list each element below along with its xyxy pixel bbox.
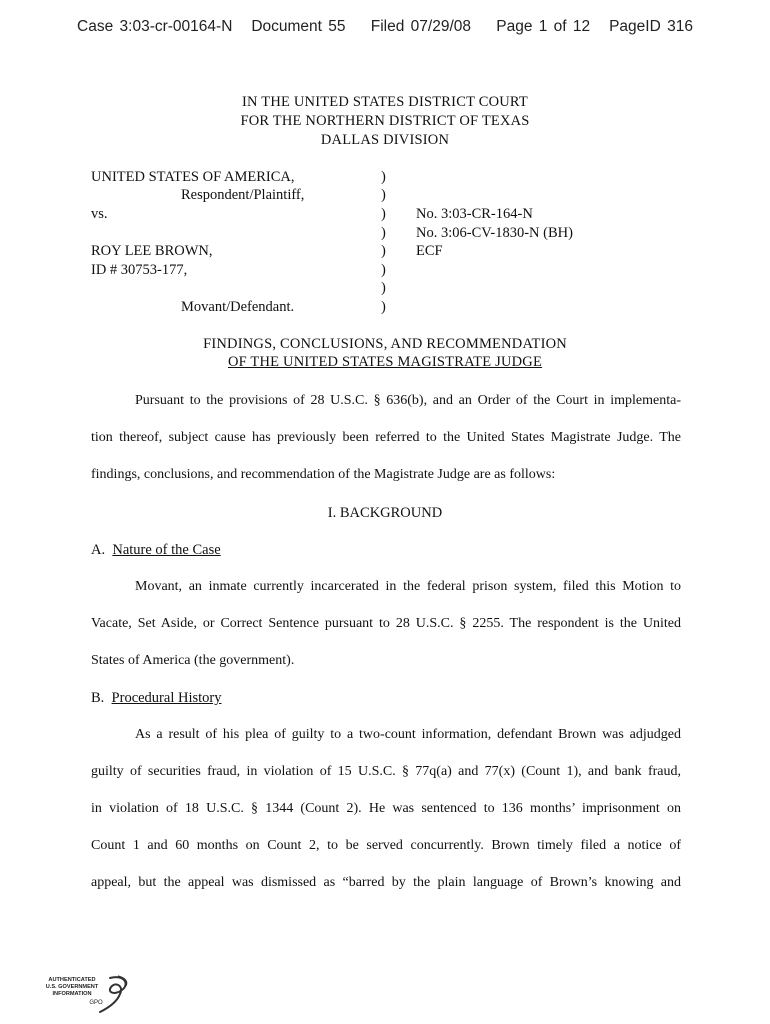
case-number-criminal: No. 3:03-CR-164-N [416, 206, 533, 222]
seal-text: AUTHENTICATED [48, 977, 96, 983]
procedural-line: in violation of 18 U.S.C. § 1344 (Count 2). He was sentenced to 136 months’ imprisonment on [91, 801, 681, 816]
caption-paren: ) [381, 206, 386, 222]
caption-paren: ) [381, 262, 386, 278]
nature-line: Vacate, Set Aside, or Correct Sentence pursuant to 28 U.S.C. § 2255. The respondent is the United [91, 616, 681, 631]
intro-line: findings, conclusions, and recommendation of the Magistrate Judge are as follows: [91, 467, 556, 482]
ecf-label: ECF [416, 243, 443, 259]
subsection-title: Nature of the Case [112, 542, 221, 558]
court-division: DALLAS DIVISION [320, 132, 450, 148]
subsection-heading-procedural [91, 690, 221, 707]
header-filed-date: Filed 07/29/08 [370, 18, 471, 35]
subsection-title: Procedural History [111, 690, 222, 706]
gpo-seal-icon [40, 972, 132, 1016]
subsection-letter: B. [91, 690, 105, 706]
caption-plaintiff-role: Respondent/Plaintiff, [181, 187, 305, 203]
caption-defendant-id: ID # 30753-177, [91, 262, 188, 278]
header-pageid: PageID 316 [609, 18, 693, 35]
intro-line: Pursuant to the provisions of 28 U.S.C. § 636(b), and an Order of the Court in implementa- [135, 393, 681, 408]
header-case-number: Case 3:03-cr-00164-N [77, 18, 233, 35]
caption-defendant: ROY LEE BROWN, [91, 243, 213, 259]
nature-line: Movant, an inmate currently incarcerated in the federal prison system, filed this Motion to [135, 579, 681, 594]
caption-paren: ) [381, 225, 386, 241]
seal-text: GPO [89, 1000, 103, 1006]
seal-text: U.S. GOVERNMENT [45, 984, 99, 990]
caption-paren: ) [381, 169, 386, 185]
caption-defendant-role: Movant/Defendant. [181, 299, 295, 315]
caption-vs: vs. [91, 206, 108, 222]
court-name: IN THE UNITED STATES DISTRICT COURT [242, 94, 528, 110]
procedural-line: appeal, but the appeal was dismissed as “barred by the plain language of Brown’s knowing and [91, 875, 681, 890]
subsection-letter: A. [91, 542, 106, 558]
subsection-heading-nature [91, 542, 221, 559]
caption-paren: ) [381, 187, 386, 203]
document-header [0, 18, 770, 36]
document-title: FINDINGS, CONCLUSIONS, AND RECOMMENDATION [203, 336, 567, 352]
caption-paren: ) [381, 280, 386, 296]
procedural-line: Count 1 and 60 months on Count 2, to be served concurrently. Brown timely filed a notice of [91, 838, 681, 853]
header-document-number: Document 55 [251, 18, 346, 35]
seal-text: INFORMATION [52, 991, 92, 997]
intro-line: tion thereof, subject cause has previously been referred to the United States Magistrate Judge. The [91, 430, 681, 445]
gpo-authentication-seal [40, 972, 132, 1016]
case-number-civil: No. 3:06-CV-1830-N (BH) [416, 225, 573, 241]
court-district: FOR THE NORTHERN DISTRICT OF TEXAS [240, 113, 530, 129]
header-page: Page 1 of 12 [496, 18, 591, 35]
caption-plaintiff: UNITED STATES OF AMERICA, [91, 169, 295, 185]
nature-line: States of America (the government). [91, 653, 295, 668]
procedural-line: As a result of his plea of guilty to a two-count information, defendant Brown was adjudged [135, 727, 681, 742]
caption-paren: ) [381, 243, 386, 259]
document-subtitle [0, 354, 770, 371]
procedural-line: guilty of securities fraud, in violation of 15 U.S.C. § 77q(a) and 77(x) (Count 1), and bank fraud, [91, 764, 681, 779]
section-heading-background: I. BACKGROUND [327, 505, 443, 521]
caption-paren: ) [381, 299, 386, 315]
document-subtitle-text: OF THE UNITED STATES MAGISTRATE JUDGE [227, 354, 543, 370]
